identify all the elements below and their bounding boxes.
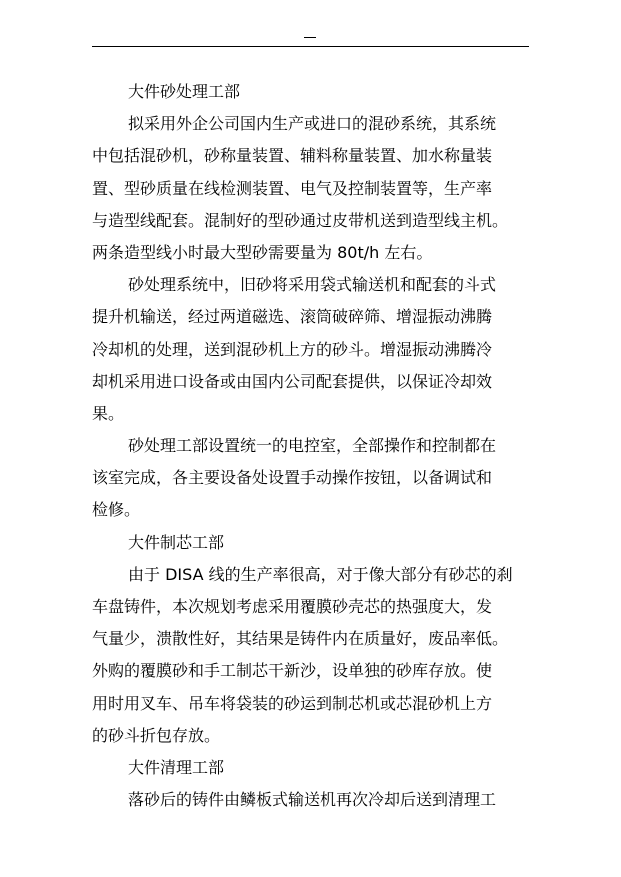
text-line: 该室完成，各主要设备处设置手动操作按钮，以备调试和 — [92, 468, 493, 488]
text-line: 大件砂处理工部 — [128, 82, 241, 101]
text-line: 气量少，溃散性好，其结果是铸件内在质量好，废品率低。 — [92, 629, 509, 649]
text-line: 置、型砂质量在线检测装置、电气及控制装置等，生产率 — [92, 178, 493, 198]
text-line: 大件制芯工部 — [128, 532, 225, 552]
text-line: 果。 — [92, 403, 125, 423]
text-line: 外购的覆膜砂和手工制芯干新沙，设单独的砂库存放。使 — [92, 661, 493, 681]
text-line: 中包括混砂机，砂称量装置、辅料称量装置、加水称量装 — [92, 146, 493, 166]
text-line: 冷却机的处理，送到混砂机上方的砂斗。增湿振动沸腾冷 — [92, 339, 493, 359]
document-body — [92, 76, 532, 816]
text-line: 与造型线配套。混制好的型砂通过皮带机送到造型线主机。 — [92, 210, 509, 230]
text-line: 提升机输送，经过两道磁选、滚筒破碎筛、增湿振动沸腾 — [92, 307, 493, 327]
text-line: 检修。 — [92, 500, 141, 520]
text-line: 的砂斗折包存放。 — [92, 725, 221, 745]
text-line: 由于 DISA 线的生产率很高，对于像大部分有砂芯的刹 — [128, 564, 513, 584]
text-line: 砂处理系统中，旧砂将采用袋式输送机和配套的斗式 — [128, 275, 497, 295]
text-line: 砂处理工部设置统一的电控室，全部操作和控制都在 — [128, 436, 497, 456]
text-line: 拟采用外企公司国内生产或进口的混砂系统，其系统 — [128, 114, 497, 134]
text-line: 用时用叉车、吊车将袋装的砂运到制芯机或芯混砂机上方 — [92, 693, 493, 713]
text-line: 大件清理工部 — [128, 757, 225, 777]
text-line: 却机采用进口设备或由国内公司配套提供，以保证冷却效 — [92, 371, 493, 391]
header-rule — [92, 46, 529, 47]
header-mark — [304, 37, 316, 38]
text-line: 车盘铸件，本次规划考虑采用覆膜砂壳芯的热强度大，发 — [92, 597, 493, 616]
text-line: 两条造型线小时最大型砂需要量为 80t/h 左右。 — [92, 242, 433, 262]
text-line: 落砂后的铸件由鳞板式输送机再次冷却后送到清理工 — [128, 790, 497, 810]
